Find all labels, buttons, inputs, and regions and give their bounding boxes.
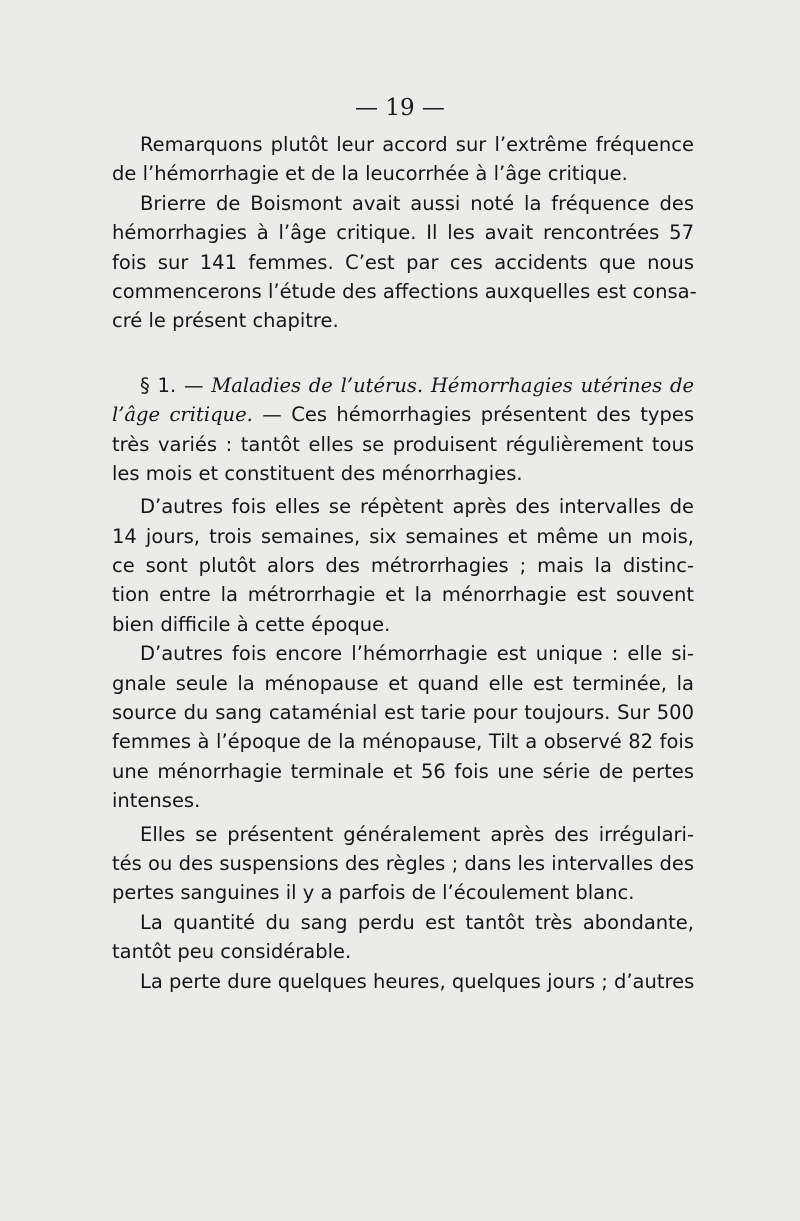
text-line: La perte dure quelques heures, quelques jours ; d’autres <box>140 969 695 993</box>
text-line: gnale seule la ménopause et quand elle est terminée, la <box>112 671 694 695</box>
text-line: femmes à l’époque de la ménopause, Tilt a observé 82 fois <box>112 730 694 754</box>
text-line: hémorrhagies à l’âge critique. Il les avait rencontrées 57 <box>112 221 694 245</box>
text-line: une ménorrhagie terminale et 56 fois une série de pertes <box>112 759 694 783</box>
section-title: Maladies de l’utérus. Hémorrhagies utérines de <box>211 373 694 397</box>
section-number: § 1. — <box>140 373 204 397</box>
text-line: 14 jours, trois semaines, six semaines et même un mois, <box>112 524 694 548</box>
text-line: de l’hémorrhagie et de la leucorrhée à l’âge critique. <box>112 162 628 186</box>
text-line: ce sont plutôt alors des métrorrhagies ; mais la distinc- <box>112 554 694 578</box>
text-line: très variés : tantôt elles se produisent régulièrement tous <box>112 432 694 456</box>
text-line: D’autres fois encore l’hémorrhagie est unique : elle si- <box>140 642 694 666</box>
paragraph <box>112 967 694 996</box>
section-paragraph <box>112 371 694 489</box>
text-line: Brierre de Boismont avait aussi noté la fréquence des <box>140 191 694 215</box>
text-line: bien difficile à cette époque. <box>112 612 391 636</box>
text-line: Elles se présentent généralement après des irrégulari- <box>140 822 694 846</box>
text-line: fois sur 141 femmes. C’est par ces accidents que nous <box>112 250 694 274</box>
text-line: tés ou des suspensions des règles ; dans les intervalles des <box>112 851 694 875</box>
text-line: D’autres fois elles se répètent après des intervalles de <box>140 495 694 519</box>
section-heading <box>112 371 694 400</box>
text-line: tion entre la métrorrhagie et la ménorrhagie est souvent <box>112 583 694 607</box>
paragraph <box>112 492 694 639</box>
text-line: commencerons l’étude des affections auxquelles est consa- <box>112 279 697 303</box>
text-line: Remarquons plutôt leur accord sur l’extrême fréquence <box>140 133 694 156</box>
text-line <box>112 400 694 429</box>
text-line: La quantité du sang perdu est tantôt très abondante, <box>140 910 694 934</box>
section-text: — Ces hémorrhagies présentent des types <box>252 403 694 427</box>
paragraph <box>112 639 694 815</box>
paragraph <box>112 908 694 967</box>
paragraph <box>112 130 694 189</box>
section-title-end: l’âge critique. <box>112 403 253 427</box>
text-line: tantôt peu considérable. <box>112 940 352 964</box>
text-line: intenses. <box>112 789 201 813</box>
body-text <box>112 130 697 996</box>
text-line: cré le présent chapitre. <box>112 309 339 333</box>
text-line: les mois et constituent des ménorrhagies. <box>112 461 523 485</box>
page-number: — 19 — <box>355 95 445 121</box>
text-line: source du sang cataménial est tarie pour toujours. Sur 500 <box>112 701 694 725</box>
paragraph <box>112 189 697 336</box>
text-line: pertes sanguines il y a parfois de l’écoulement blanc. <box>112 881 635 905</box>
paragraph <box>112 820 694 908</box>
